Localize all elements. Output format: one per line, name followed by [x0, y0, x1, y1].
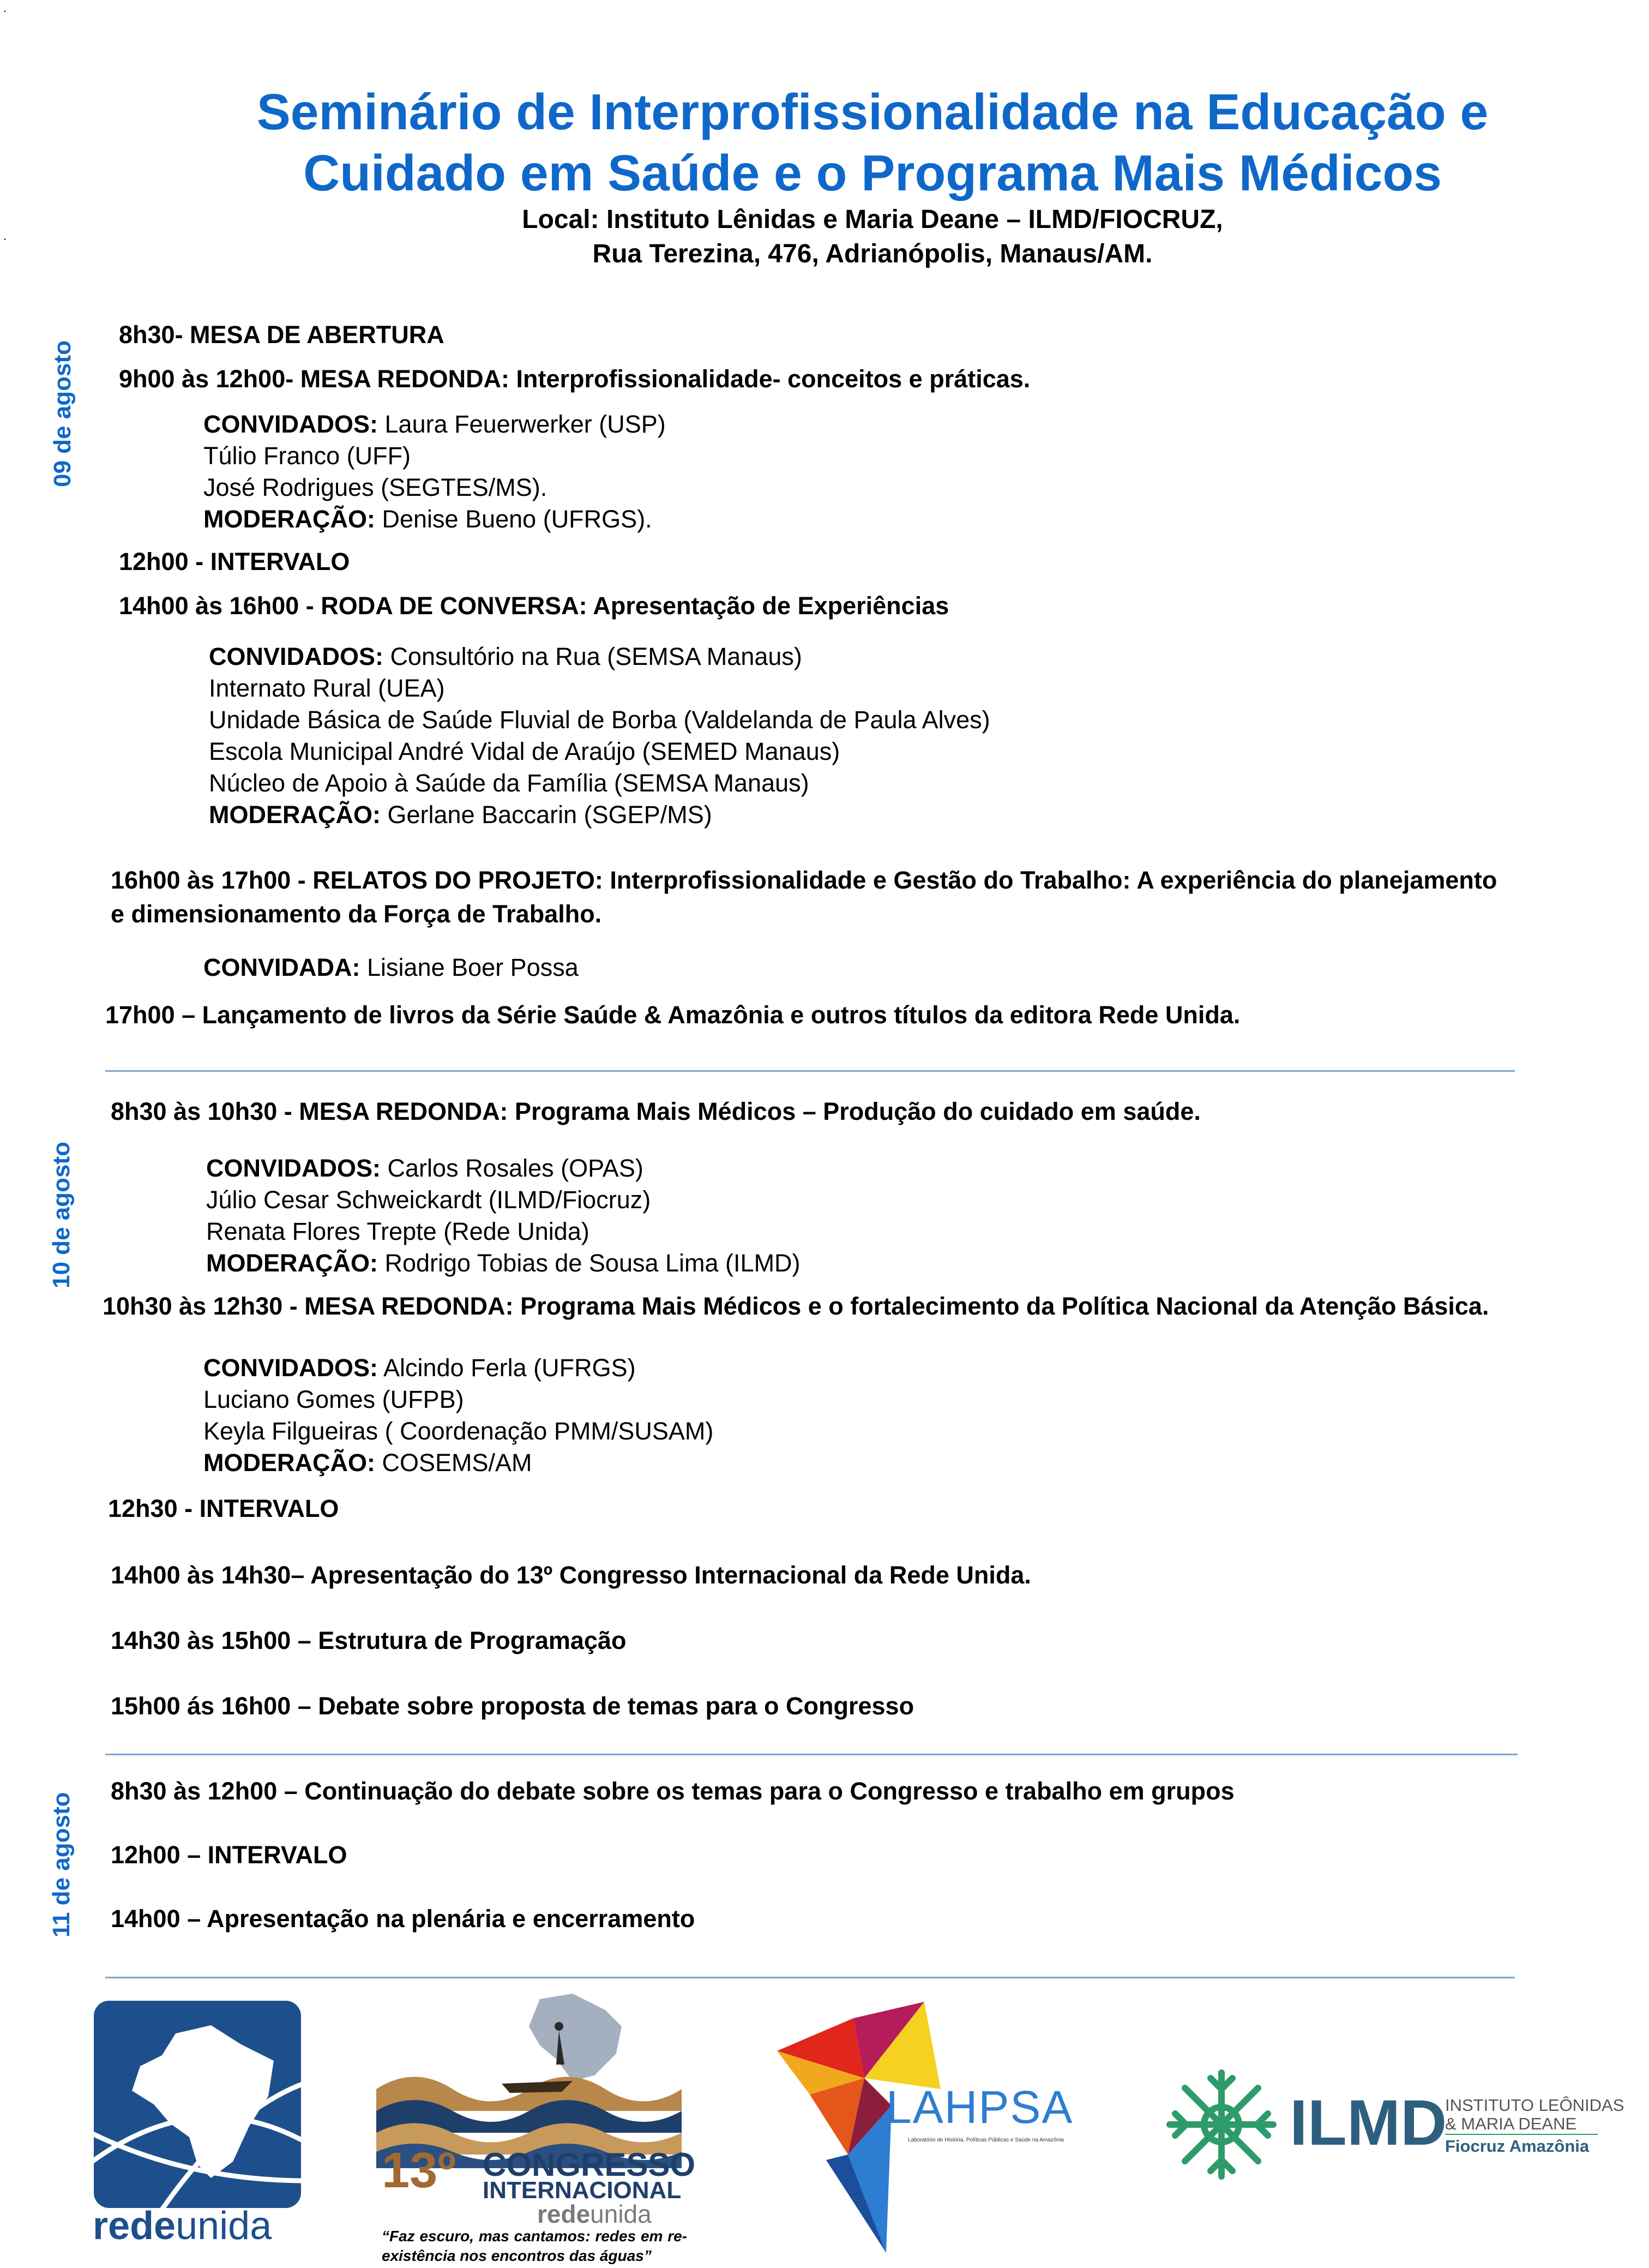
guest-line: José Rodrigues (SEGTES/MS).: [203, 473, 547, 501]
page-title-line1: Seminário de Interprofissionalidade na Educação e: [256, 83, 1489, 140]
corner-dot: .: [3, 1, 7, 15]
guest-list: [209, 641, 990, 831]
guest-line: Escola Municipal André Vidal de Araújo (SEMED Manaus): [209, 737, 840, 765]
date-label-day2: 10 de agosto: [48, 1142, 75, 1288]
day-separator: [105, 1754, 1518, 1755]
guest-list: [203, 409, 666, 535]
ilmd-divider: [1445, 2134, 1598, 2135]
guest-line: CONVIDADOS: Laura Feuerwerker (USP): [203, 410, 666, 438]
congresso-brand: redeunida: [537, 2200, 652, 2228]
agenda-item-continuacao: 8h30 às 12h00 – Continuação do debate sobre os temas para o Congresso e trabalho em grupos: [111, 1777, 1235, 1805]
guest-line: Renata Flores Trepte (Rede Unida): [206, 1217, 589, 1245]
congresso-motto: “Faz escuro, mas cantamos: redes em re-existência nos encontros das águas”: [382, 2228, 687, 2264]
ilmd-emblem: [1164, 2067, 1279, 2182]
agenda-item-relatos: 16h00 às 17h00 - RELATOS DO PROJETO: Interprofissionalidade e Gestão do Trabalho: A experiência do planejamento e dimensionamento da Força de Trabalho.: [111, 866, 1497, 928]
agenda-item-mesa-redonda-pmm-2: 10h30 às 12h30 - MESA REDONDA: Programa Mais Médicos e o fortalecimento da Política Nacional da Atenção Básica.: [103, 1292, 1489, 1320]
guest-line: CONVIDADOS: Carlos Rosales (OPAS): [206, 1154, 643, 1182]
moderation-line: MODERAÇÃO: Gerlane Baccarin (SGEP/MS): [209, 801, 712, 829]
moderation-line: MODERAÇÃO: Denise Bueno (UFRGS).: [203, 505, 652, 533]
guest-line: CONVIDADA: Lisiane Boer Possa: [203, 953, 579, 981]
redeunida-wordmark: redeunida: [93, 2204, 272, 2248]
agenda-item-intervalo: 12h00 – INTERVALO: [111, 1841, 347, 1869]
ilmd-name-line2: & MARIA DEANE: [1445, 2114, 1577, 2133]
page-title-line2: Cuidado em Saúde e o Programa Mais Médicos: [303, 145, 1442, 201]
agenda-item-debate: 15h00 ás 16h00 – Debate sobre proposta de temas para o Congresso: [111, 1692, 914, 1720]
guest-list: [206, 1153, 801, 1279]
agenda-item-roda-conversa: 14h00 às 16h00 - RODA DE CONVERSA: Apresentação de Experiências: [119, 592, 949, 620]
date-label-day3: 11 de agosto: [48, 1792, 75, 1937]
ilmd-wordmark: ILMD: [1290, 2087, 1447, 2159]
redeunida-logo-mark: [94, 2001, 301, 2208]
agenda-item-intervalo: 12h00 - INTERVALO: [119, 548, 350, 575]
day-separator: [105, 1070, 1515, 1072]
ilmd-name-line3: Fiocruz Amazônia: [1445, 2137, 1590, 2156]
date-label-day1: 09 de agosto: [49, 340, 76, 487]
congresso-subtitle: INTERNACIONAL: [483, 2177, 682, 2204]
day-separator: [105, 1977, 1515, 1978]
location-line2: Rua Terezina, 476, Adrianópolis, Manaus/AM.: [592, 239, 1153, 268]
congresso-logo: [376, 1994, 682, 2168]
agenda-item-mesa-redonda-1: 9h00 às 12h00- MESA REDONDA: Interprofissionalidade- conceitos e práticas.: [119, 365, 1031, 393]
guest-line: Keyla Filgueiras ( Coordenação PMM/SUSAM): [203, 1417, 714, 1445]
agenda-item-mesa-redonda-pmm-1: 8h30 às 10h30 - MESA REDONDA: Programa Mais Médicos – Produção do cuidado em saúde.: [111, 1097, 1201, 1125]
guest-line: CONVIDADOS: Alcindo Ferla (UFRGS): [203, 1354, 636, 1382]
moderation-line: MODERAÇÃO: Rodrigo Tobias de Sousa Lima (ILMD): [206, 1249, 801, 1277]
guest-line: CONVIDADOS: Consultório na Rua (SEMSA Manaus): [209, 643, 802, 670]
agenda-item-abertura: 8h30- MESA DE ABERTURA: [119, 321, 444, 349]
congresso-title: CONGRESSO: [483, 2146, 696, 2183]
congresso-logo-art: [376, 1994, 682, 2168]
agenda-item-intervalo: 12h30 - INTERVALO: [108, 1495, 339, 1522]
agenda-item-encerramento: 14h00 – Apresentação na plenária e encerramento: [111, 1905, 695, 1933]
guest-list: [203, 1352, 713, 1479]
redeunida-logo: [94, 2001, 301, 2208]
ilmd-emblem-mark: [1164, 2067, 1279, 2182]
congresso-number: 13º: [382, 2143, 456, 2198]
agenda-item-apresentacao-congresso: 14h00 às 14h30– Apresentação do 13º Congresso Internacional da Rede Unida.: [111, 1561, 1031, 1589]
lahpsa-wordmark: LAHPSA: [886, 2081, 1074, 2133]
guest-line: Luciano Gomes (UFPB): [203, 1385, 464, 1413]
corner-dot: .: [3, 229, 7, 243]
guest-line: Internato Rural (UEA): [209, 674, 445, 702]
guest-line: Unidade Básica de Saúde Fluvial de Borba (Valdelanda de Paula Alves): [209, 706, 990, 734]
guest-line: Núcleo de Apoio à Saúde da Família (SEMSA Manaus): [209, 769, 809, 797]
moderation-line: MODERAÇÃO: COSEMS/AM: [203, 1449, 532, 1477]
guest-line: Júlio Cesar Schweickardt (ILMD/Fiocruz): [206, 1186, 651, 1214]
guest-line: Túlio Franco (UFF): [203, 442, 411, 470]
lahpsa-tagline: Laboratório de História, Políticas Públicas e Saúde na Amazônia: [908, 2137, 1064, 2143]
agenda-item-lancamento: 17h00 – Lançamento de livros da Série Saúde & Amazônia e outros títulos da editora Rede Unida.: [105, 1001, 1241, 1029]
agenda-item-estrutura: 14h30 às 15h00 – Estrutura de Programação: [111, 1627, 627, 1654]
location-line1: Local: Instituto Lênidas e Maria Deane – ILMD/FIOCRUZ,: [522, 205, 1223, 234]
ilmd-name-line1: INSTITUTO LEÔNIDAS: [1445, 2096, 1624, 2115]
